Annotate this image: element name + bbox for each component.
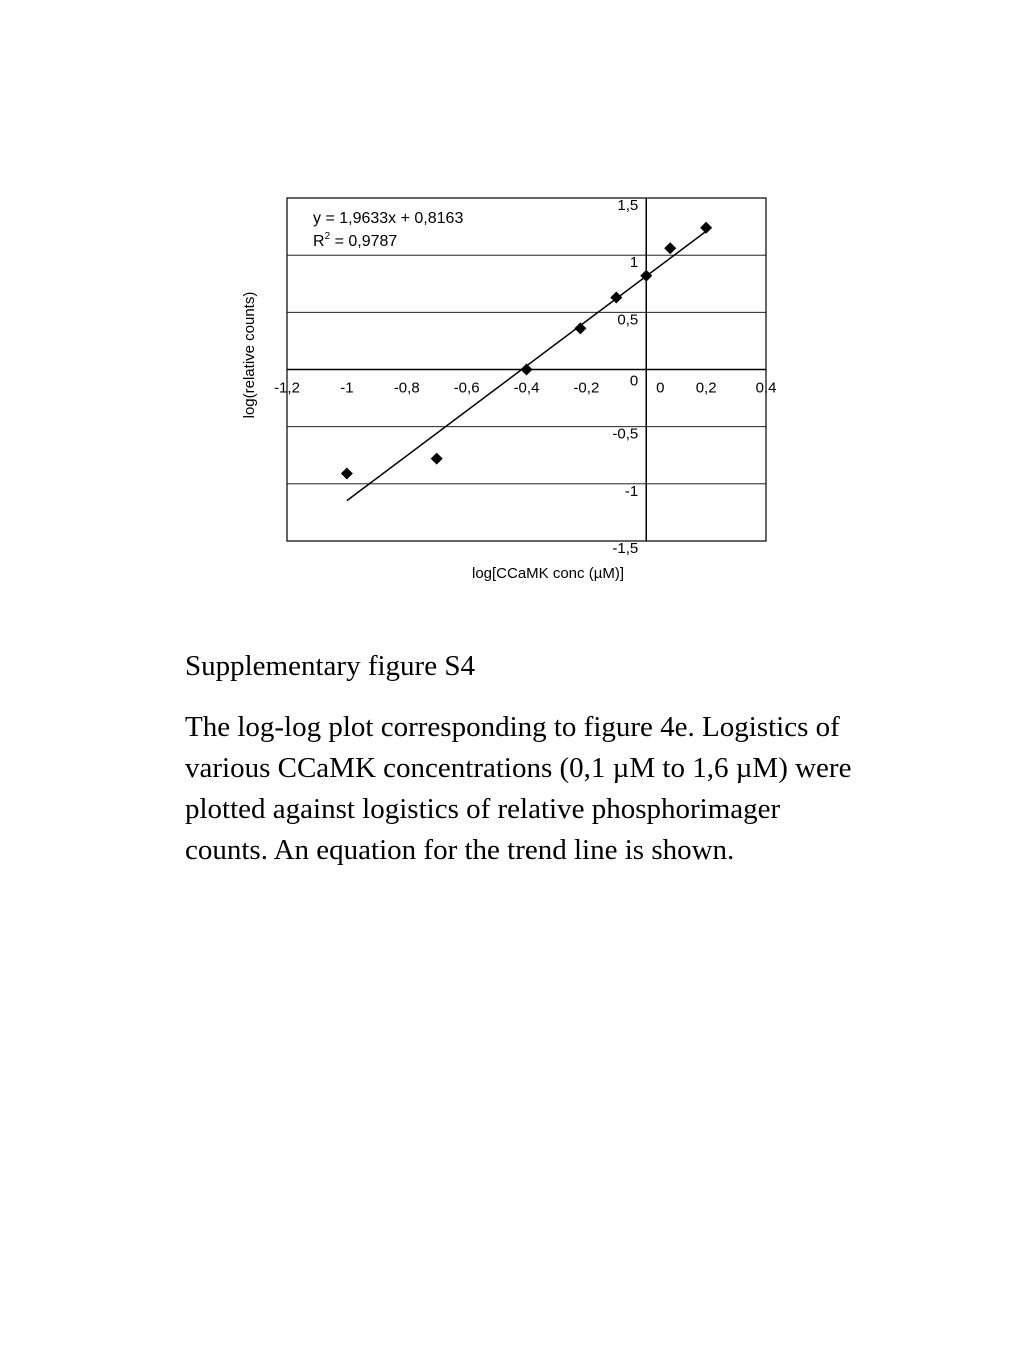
y-tick-label: -1 — [624, 482, 639, 500]
data-point — [341, 468, 353, 480]
data-point — [700, 222, 712, 234]
data-point — [521, 364, 533, 376]
r-squared-letter: R — [313, 233, 325, 250]
x-tick-labels — [274, 380, 776, 397]
caption-title: Supplementary figure S4 — [185, 650, 475, 682]
trendline-equation: y = 1,9633x + 0,8163 — [313, 210, 464, 227]
data-point — [664, 242, 676, 254]
y-tick-label: 0,5 — [617, 311, 639, 329]
x-tick-label: 0 — [656, 379, 665, 397]
r-squared-exponent: 2 — [324, 231, 331, 242]
y-tick-label: 1 — [629, 254, 639, 272]
caption-body: The log-log plot corresponding to figure 4e. Logistics of various CCaMK concentrations (0,1 µM to 1,6 µM) were plotted against logistics of relative phosphorimager counts. An equation for the trend line is shown. — [185, 711, 852, 866]
r-squared-value: = 0,9787 — [330, 233, 398, 250]
x-tick-label: 0,2 — [695, 379, 717, 397]
x-tick-label: -0,2 — [573, 379, 600, 397]
y-axis-title: log(relative counts) — [241, 291, 258, 419]
data-point — [574, 322, 586, 334]
r-squared-annotation — [313, 231, 397, 250]
x-tick-label: -0,6 — [453, 379, 480, 397]
scatter-chart — [0, 0, 1024, 620]
x-tick-label: -0,4 — [513, 379, 540, 397]
y-tick-label: 0 — [629, 372, 639, 390]
x-tick-label: -0,8 — [393, 379, 420, 397]
x-axis-title: log[CCaMK conc (µM)] — [471, 565, 625, 582]
y-tick-label: 1,5 — [617, 197, 639, 214]
data-point — [431, 453, 443, 465]
data-points — [341, 222, 712, 480]
x-tick-label: -1,2 — [274, 379, 300, 397]
y-tick-label: -0,5 — [612, 425, 639, 443]
y-tick-labels — [612, 197, 638, 557]
x-tick-label: -1 — [340, 379, 354, 397]
x-tick-label: 0,4 — [755, 379, 777, 397]
plot-area — [274, 197, 776, 557]
y-tick-label: -1,5 — [612, 540, 639, 557]
